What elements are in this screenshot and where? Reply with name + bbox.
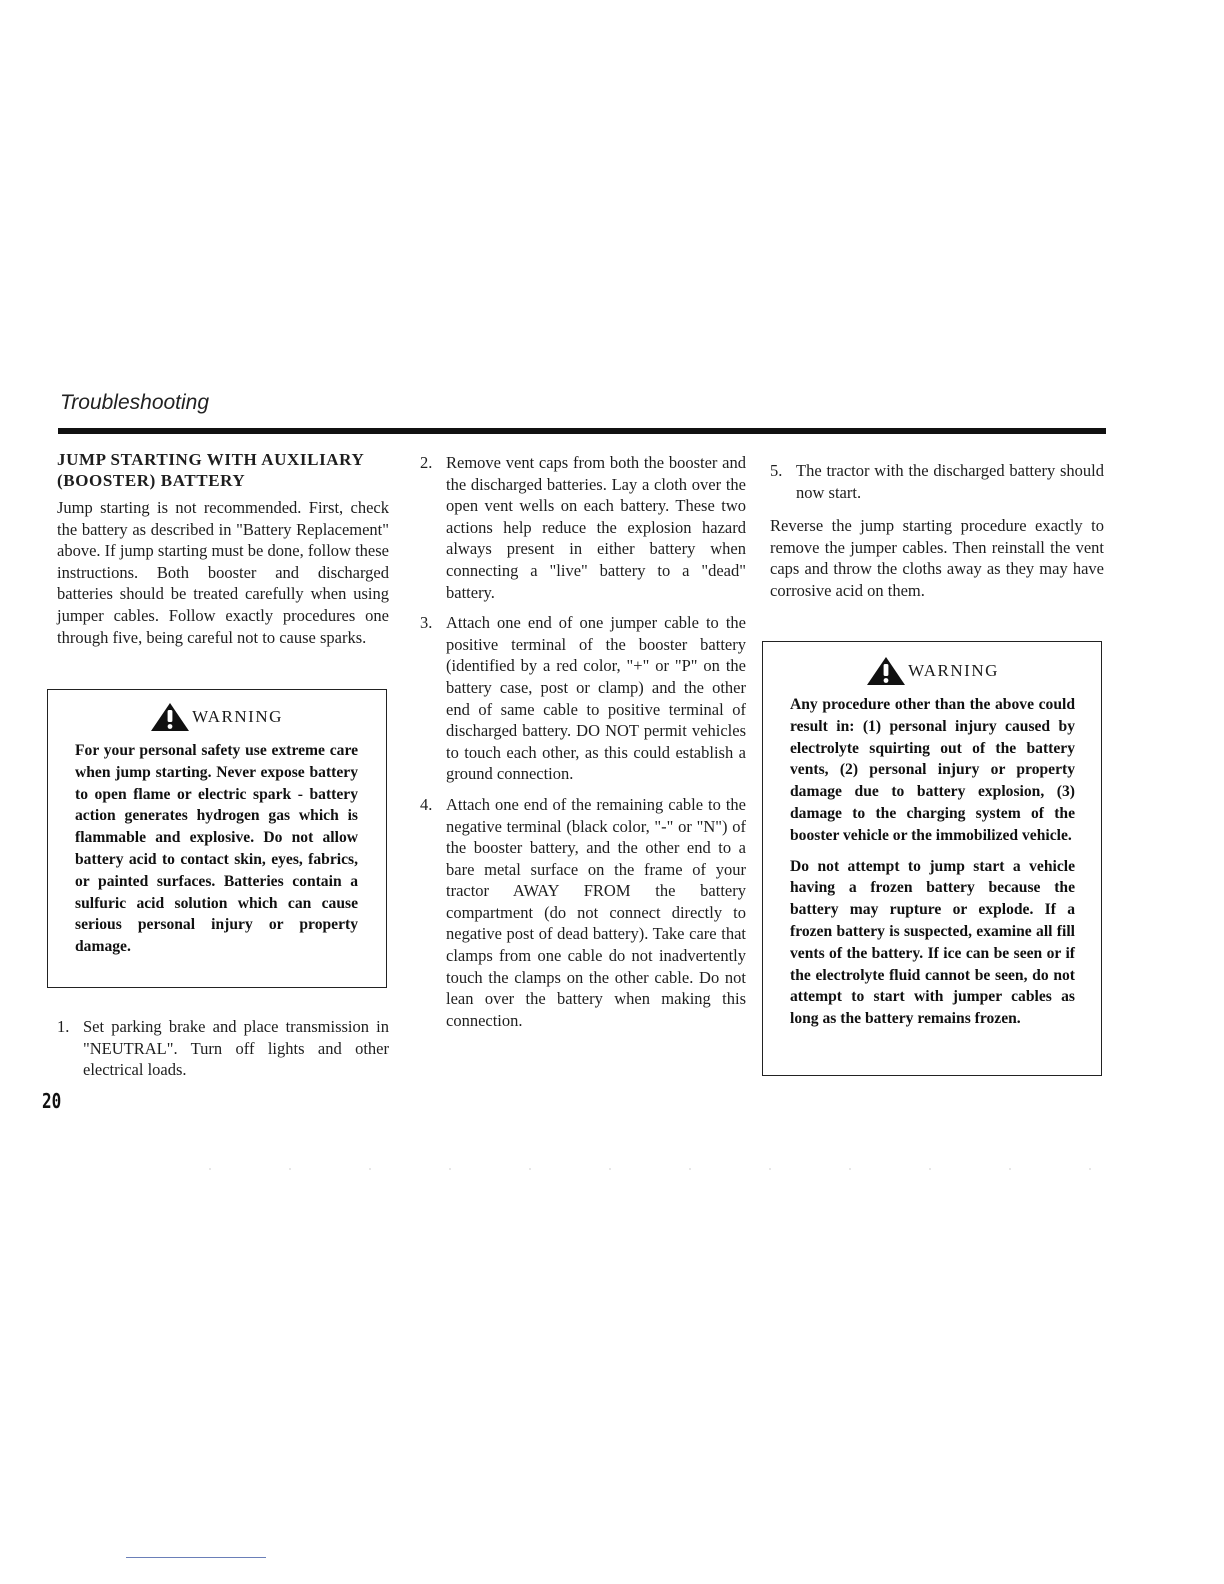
step-item xyxy=(57,1016,389,1081)
column-3 xyxy=(770,460,1104,602)
step-item xyxy=(420,794,746,1032)
warning-label: WARNING xyxy=(908,661,999,680)
header-rule xyxy=(58,428,1106,434)
step-number: 5. xyxy=(770,461,783,480)
step-text: Attach one end of one jumper cable to the positive terminal of the booster battery (identified by a red color, "+" or "P" on the battery case, post or clamp) and the other end of same cable to positive terminal of discharged battery. DO NOT permit vehicles to touch each other, as this could establish a ground connection. xyxy=(446,613,746,784)
column-2 xyxy=(420,452,746,1040)
step-text: The tractor with the discharged battery should now start. xyxy=(796,461,1104,502)
intro-paragraph: Jump starting is not recommended. First, check the battery as described in "Battery Replacement" above. If jump starting must be done, follow these instructions. Both booster and discharged batteries should be treated carefully when using jumper cables. Follow exactly procedures one through five, being careful not to cause sparks. xyxy=(57,498,389,647)
reverse-paragraph: Reverse the jump starting procedure exactly to remove the jumper cables. Then reinstall the vent caps and throw the cloths away as they may have corrosive acid on them. xyxy=(770,516,1104,600)
section-heading: JUMP STARTING WITH AUXILIARY (BOOSTER) BATTERY xyxy=(57,450,364,490)
warning-triangle-icon xyxy=(866,656,906,686)
column-1 xyxy=(57,449,389,648)
step-number: 4. xyxy=(420,794,433,814)
warning-triangle-icon xyxy=(150,702,190,732)
warning-text: For your personal safety use extreme care when jump starting. Never expose battery to open flame or electric spark - battery action generates hydrogen gas which is flammable and explosive. Do not allow battery acid to contact skin, eyes, fabrics, or painted surfaces. Batteries contain a sulfuric acid solution which can cause serious personal injury or property damage. xyxy=(75,742,358,956)
scan-specks xyxy=(170,1168,1150,1170)
warning-title xyxy=(790,656,1075,686)
warning-text-1: Any procedure other than the above could result in: (1) personal injury caused by electrolyte squirting out of the battery vents, (2) personal injury or property damage due to battery explosion, (3) damage to the charging system of the booster vehicle or the immobilized vehicle. xyxy=(790,696,1075,844)
step-number: 2. xyxy=(420,453,433,472)
step-item xyxy=(420,612,746,785)
footer-line xyxy=(126,1557,266,1558)
step-item xyxy=(420,452,746,603)
step-text: Set parking brake and place transmission in "NEUTRAL". Turn off lights and other electrical loads. xyxy=(83,1017,389,1080)
step-1-container xyxy=(57,1016,389,1090)
warning-box-1 xyxy=(47,689,387,988)
step-number: 1. xyxy=(57,1017,70,1036)
page-number: 20 xyxy=(42,1089,62,1113)
section-header: Troubleshooting xyxy=(60,391,210,414)
step-item xyxy=(770,460,1104,503)
warning-box-2 xyxy=(762,641,1102,1076)
step-text: Remove vent caps from both the booster and the discharged batteries. Lay a cloth over the open vent wells on each battery. These two actions help reduce the explosion hazard always present in either battery when connecting a "live" battery to a "dead" battery. xyxy=(446,453,746,602)
warning-text-2: Do not attempt to jump start a vehicle having a frozen battery because the battery may rupture or explode. If a frozen battery is suspected, examine all fill vents of the battery. If ice can be seen or if the electrolyte fluid cannot be seen, do not attempt to start with jumper cables as long as the battery remains frozen. xyxy=(790,857,1075,1028)
step-text: Attach one end of the remaining cable to the negative terminal (black color, "-" or "N") of the booster battery, and the other end to a bare metal surface on the frame of your tractor AWAY FROM the battery compartment (do not connect directly to negative post of dead battery). Take care that clamps from one cable do not inadvertently touch the clamps on the other cable. Do not lean over the battery when making this connection. xyxy=(446,794,746,1030)
step-number: 3. xyxy=(420,613,433,633)
warning-label: WARNING xyxy=(192,707,283,726)
warning-title xyxy=(75,702,358,732)
